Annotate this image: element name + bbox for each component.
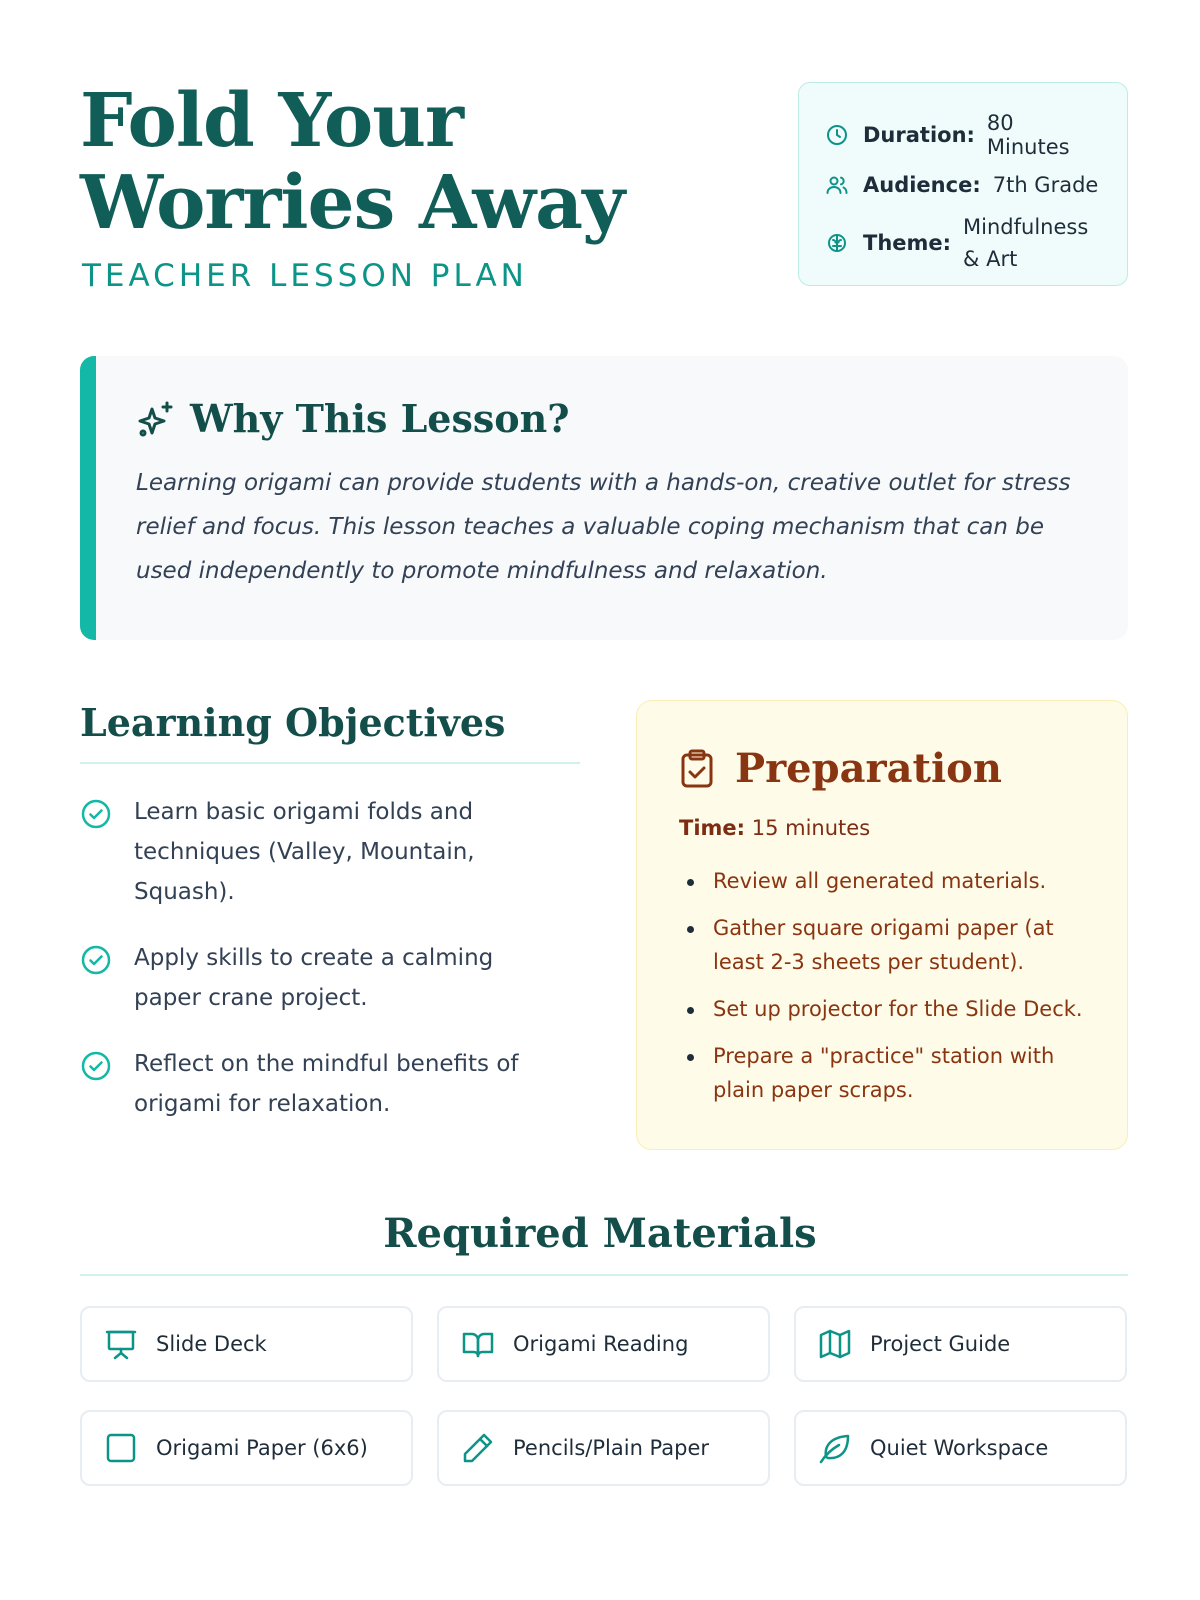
preparation-list [679,864,1087,1107]
preparation-time-value: 15 minutes [751,816,871,840]
map-icon [818,1327,852,1361]
preparation-time-label: Time: [679,816,746,840]
objective-item [80,1044,580,1124]
preparation-title: Preparation [735,745,1002,792]
material-origami-paper[interactable] [80,1410,413,1486]
objectives-list [80,792,580,1150]
materials-grid [80,1306,1128,1486]
preparation-item: Gather square origami paper (at least 2-3 sheets per student). [679,911,1087,979]
objective-text: Apply skills to create a calming paper crane project. [134,945,494,1011]
preparation-item: Set up projector for the Slide Deck. [679,992,1087,1026]
objectives-title: Learning Objectives [80,700,506,745]
preparation-time [679,816,1087,840]
clipboard-check-icon [679,749,715,789]
preparation-header [679,745,1087,792]
material-quiet-workspace[interactable] [794,1410,1127,1486]
meta-duration [825,111,1101,159]
leaf-icon [818,1431,852,1465]
meta-audience-label: Audience: [863,173,981,197]
meta-theme-value: Mindfulness & Art [963,215,1089,271]
why-lesson-text: Learning origami can provide students with a hands-on, creative outlet for stress relief and focus. This lesson teaches a valuable coping mechanism that can be used independently to promote mindfulness and relaxation. [136,470,1071,584]
material-label: Origami Reading [513,1332,689,1356]
why-lesson-title: Why This Lesson? [190,396,570,441]
objective-item [80,938,580,1018]
material-label: Slide Deck [156,1332,267,1356]
material-label: Project Guide [870,1332,1011,1356]
clock-icon [825,123,849,147]
pencil-icon [461,1431,495,1465]
why-lesson-header [136,396,1088,441]
brain-icon [825,231,849,255]
materials-divider [80,1274,1128,1276]
presentation-icon [104,1327,138,1361]
why-lesson-card [80,356,1128,640]
sparkles-icon [136,399,176,439]
meta-audience-value: 7th Grade [992,173,1099,197]
check-circle-icon [80,798,112,830]
material-origami-reading[interactable] [437,1306,770,1382]
check-circle-icon [80,1050,112,1082]
material-project-guide[interactable] [794,1306,1127,1382]
objective-text: Learn basic origami folds and techniques (Valley, Mountain, Squash). [134,799,475,905]
meta-duration-value: 80 Minutes [986,111,1070,159]
preparation-item: Review all generated materials. [679,864,1087,898]
book-open-icon [461,1327,495,1361]
material-label: Pencils/Plain Paper [513,1436,710,1460]
page-title: Fold Your Worries Away [80,78,625,246]
page-subtitle: TEACHER LESSON PLAN [82,258,528,294]
preparation-item: Prepare a "practice" station with plain paper scraps. [679,1039,1087,1107]
users-icon [825,173,849,197]
meta-duration-label: Duration: [863,123,975,147]
objectives-divider [80,762,580,764]
material-slide-deck[interactable] [80,1306,413,1382]
material-label: Origami Paper (6x6) [156,1436,368,1460]
meta-theme [825,211,1101,275]
square-icon [104,1431,138,1465]
meta-audience [825,173,1101,197]
material-pencils-paper[interactable] [437,1410,770,1486]
materials-title: Required Materials [383,1210,817,1257]
lesson-meta-card [798,82,1128,286]
objective-item [80,792,580,912]
meta-theme-label: Theme: [863,231,952,255]
check-circle-icon [80,944,112,976]
objective-text: Reflect on the mindful benefits of origami for relaxation. [134,1051,519,1117]
material-label: Quiet Workspace [870,1436,1049,1460]
preparation-card [636,700,1128,1150]
